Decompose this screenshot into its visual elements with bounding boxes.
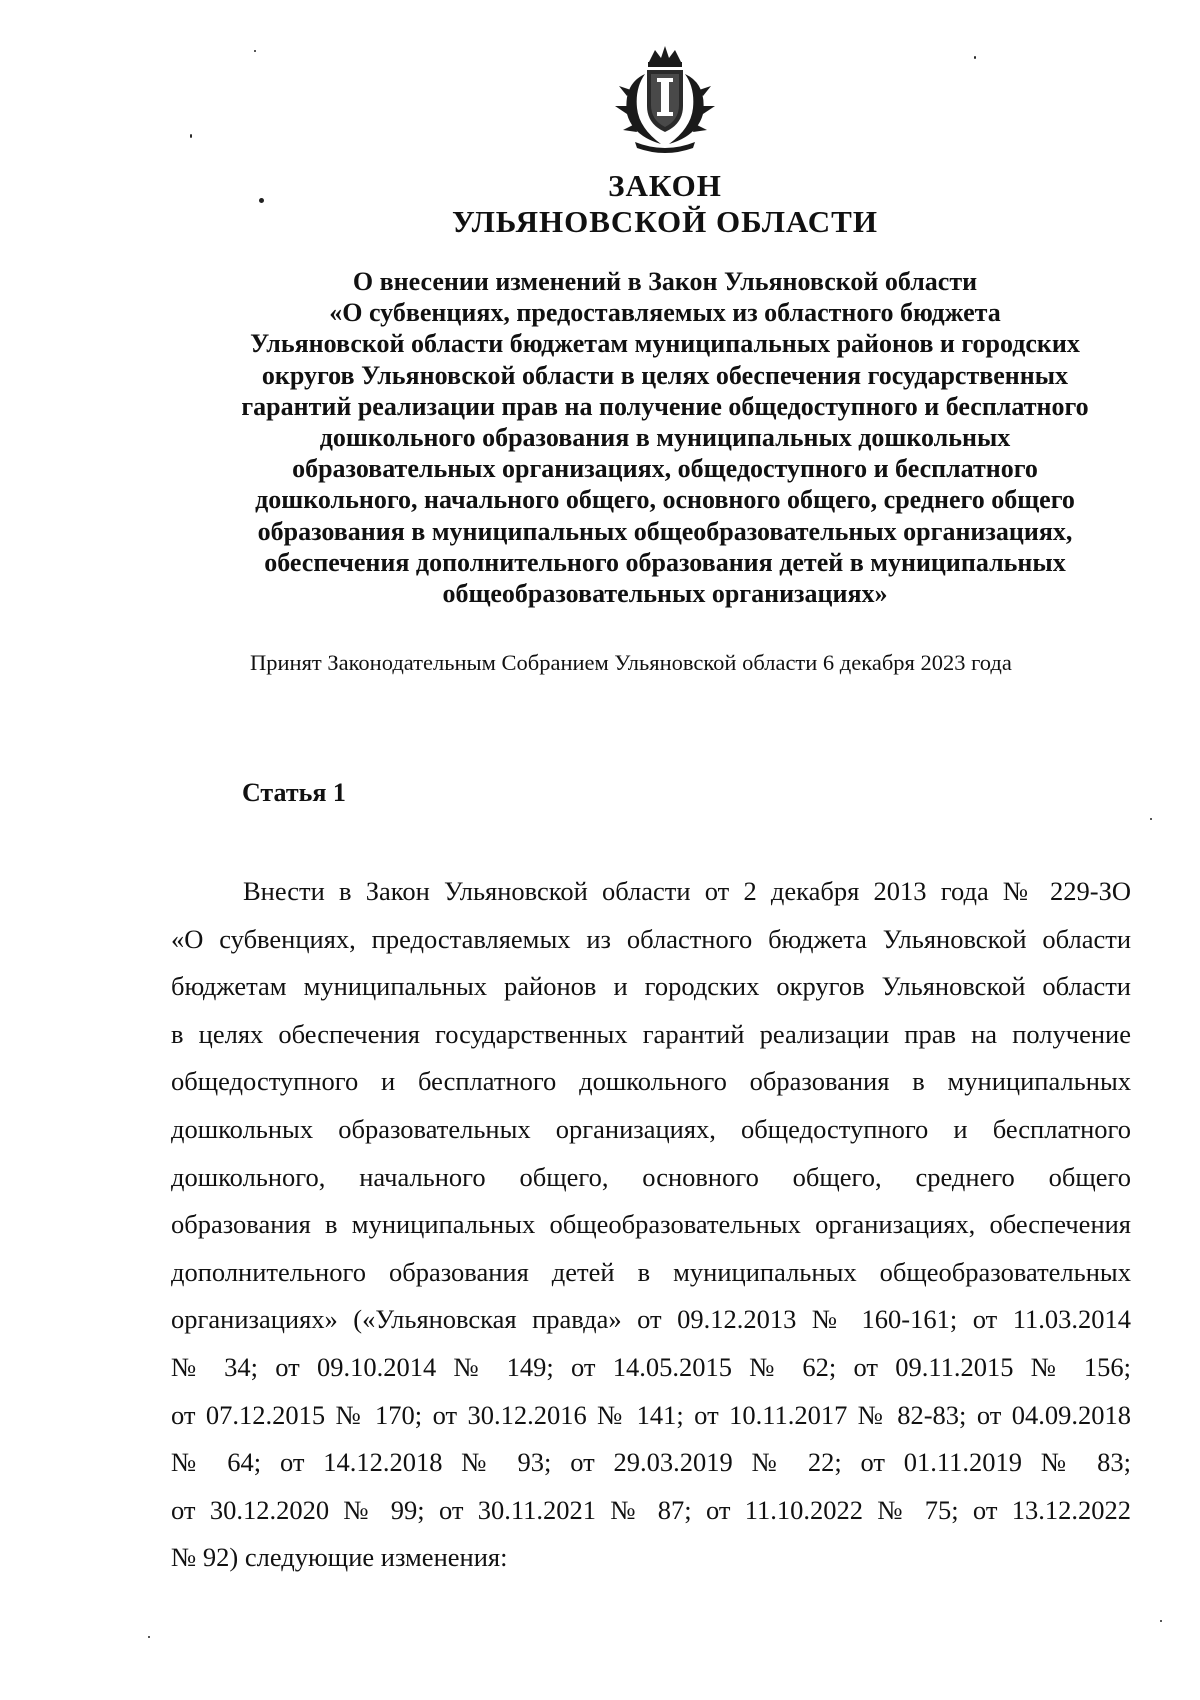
body-line: «О субвенциях, предоставляемых из областного бюджета Ульяновской области (171, 923, 1131, 954)
heading-line: дошкольного, начального общего, основного общего, среднего общего (255, 485, 1075, 515)
article-title: Статья 1 (242, 778, 346, 807)
heading-line: обеспечения дополнительного образования детей в муниципальных (264, 547, 1066, 577)
heading-line: общеобразовательных организациях» (442, 579, 888, 609)
heading-line: Ульяновской области бюджетам муниципальных районов и городских (250, 329, 1080, 359)
body-line: дошкольного, начального общего, основного общего, среднего общего (171, 1161, 1131, 1192)
scan-speck (974, 56, 976, 59)
adoption-note: Принят Законодательным Собранием Ульяновской области 6 декабря 2023 года (250, 650, 1012, 675)
scan-speck (1160, 1620, 1162, 1622)
body-line: № 34; от 09.10.2014 № 149; от 14.05.2015 № 62; от 09.11.2015 № 156; (171, 1351, 1131, 1382)
heading-line: гарантий реализации прав на получение общедоступного и бесплатного (241, 391, 1089, 421)
body-line: № 64; от 14.12.2018 № 93; от 29.03.2019 № 22; от 01.11.2019 № 83; (171, 1447, 1131, 1478)
body-line: № 92) следующие изменения: (171, 1542, 508, 1573)
body-line: дошкольных образовательных организациях, общедоступного и бесплатного (171, 1113, 1131, 1144)
scan-speck (190, 134, 192, 138)
heading-line: О внесении изменений в Закон Ульяновской области (352, 267, 978, 296)
body-line: организациях» («Ульяновская правда» от 09.12.2013 № 160-161; от 11.03.2014 (171, 1304, 1131, 1335)
body-line: в целях обеспечения государственных гарантий реализации прав на получение (171, 1018, 1131, 1049)
body-line: общедоступного и бесплатного дошкольного образования в муниципальных (171, 1066, 1131, 1097)
law-title: ЗАКОН (608, 168, 722, 203)
body-line: Внести в Закон Ульяновской области от 2 декабря 2013 года № 229-ЗО (243, 876, 1131, 906)
body-line: образования в муниципальных общеобразовательных организациях, обеспечения (171, 1209, 1131, 1240)
heading-line: образования в муниципальных общеобразовательных организациях, (257, 516, 1073, 546)
law-heading (160, 266, 1170, 609)
heading-line: «О субвенциях, предоставляемых из областного бюджета (329, 298, 1001, 328)
scan-speck (259, 198, 264, 203)
region-title: УЛЬЯНОВСКОЙ ОБЛАСТИ (452, 204, 878, 239)
coat-of-arms-icon (605, 44, 725, 156)
scan-speck (1150, 818, 1152, 820)
body-line: бюджетам муниципальных районов и городских округов Ульяновской области (171, 971, 1131, 1002)
heading-line: округов Ульяновской области в целях обеспечения государственных (261, 360, 1069, 390)
article-body (171, 868, 1131, 1582)
body-line: от 30.12.2020 № 99; от 30.11.2021 № 87; от 11.10.2022 № 75; от 13.12.2022 (171, 1494, 1131, 1525)
body-line: дополнительного образования детей в муниципальных общеобразовательных (171, 1256, 1131, 1287)
heading-line: дошкольного образования в муниципальных дошкольных (319, 423, 1011, 453)
scan-speck (254, 50, 256, 52)
body-line: от 07.12.2015 № 170; от 30.12.2016 № 141; от 10.11.2017 № 82-83; от 04.09.2018 (171, 1399, 1131, 1430)
heading-line: образовательных организациях, общедоступного и бесплатного (292, 454, 1038, 484)
scan-speck (148, 1636, 150, 1638)
